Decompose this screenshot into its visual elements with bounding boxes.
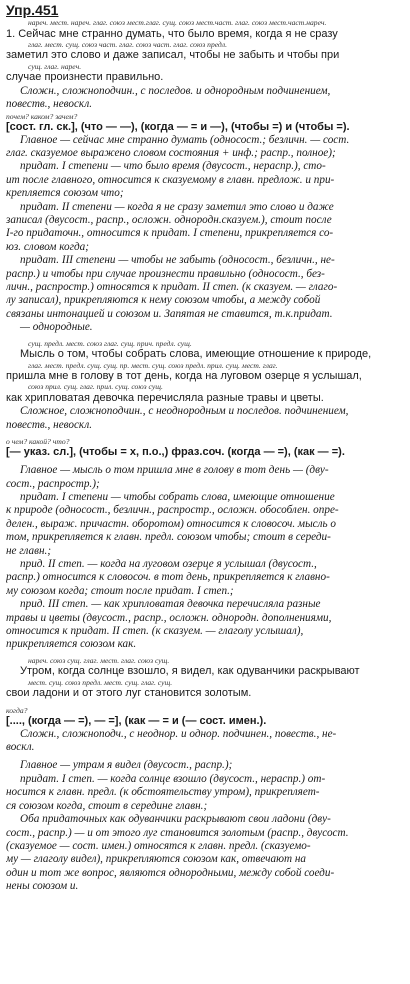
sentence-description: Сложн., сложноподч., с неоднор. и однор. подчинен., повеств., не-: [20, 727, 337, 740]
sentence-scheme: [сост. гл. ск.], (что — —), (когда — = и —), (чтобы =) и (чтобы =).: [6, 120, 350, 133]
analysis-line: му — глаголу видел), прикрепляются союзом как, отвечают на: [6, 853, 307, 866]
analysis-line: Главное — мысль о том пришла мне в голову в тот день — (дву-: [20, 464, 329, 477]
sentence-scheme: [— указ. сл.], (чтобы = x, п.о.,) фраз.соч. (когда — =), (как — =).: [6, 446, 345, 459]
analysis-line: му союзом когда; стоит после придат. I степ.;: [6, 584, 234, 597]
analysis-line: связаны интонацией и союзом и. Запятая не ставится, т.к.придат.: [6, 307, 333, 320]
analysis-line: травы и цветы (двусост., распр., осложн. однородн. дополнениями,: [6, 611, 332, 624]
section-2: [6, 340, 404, 652]
analysis-line: к природе (односост., безличн., распростр., осложн. обособлен. опре-: [6, 504, 339, 517]
analysis-line: носится к главн. предл. (к обстоятельству утром), прикрепляет-: [6, 786, 320, 799]
analysis-line: Главное — сейчас мне странно думать (односост.; безличн. — сост.: [20, 133, 350, 146]
section-3: [6, 657, 404, 894]
analysis-line: (сказуемое — сост. имен.) относятся к главн. предл. (сказуемо-: [6, 839, 311, 852]
analysis-line: распр.) и чтобы при случае произнести правильно (односост., без-: [6, 267, 325, 280]
example-sentence-line: 1. Сейчас мне странно думать, что было время, когда я не сразу: [6, 27, 338, 40]
analysis-line: юз. словом когда;: [6, 240, 89, 253]
sentence-description: Сложн., сложноподчин., с последов. и однородным подчинением,: [20, 84, 331, 97]
pos-annotation: нареч. мест. нареч. глаг. союз мест.глаг. сущ. союз мест.част. глаг. союз мест.част.нареч.: [28, 19, 327, 27]
example-sentence-line: свои ладони и от этого луг становится золотым.: [6, 687, 252, 700]
pos-annotation: союз прил. сущ. глаг. прил. сущ. союз сущ.: [28, 383, 163, 392]
analysis-line: глаг. сказуемое выражено словом состояния + инф.; распр., полное);: [6, 146, 336, 159]
pos-annotation: сущ. глаг. нареч.: [28, 62, 82, 71]
example-sentence-line: как хрипловатая девочка перечисляла разные травы и цветы.: [6, 391, 324, 404]
analysis-line: придат. I степени — что было время (двусост., нераспр.), сто-: [20, 160, 326, 173]
example-sentence-line: заметил это слово и даже записал, чтобы не забыть и чтобы при: [6, 49, 340, 62]
analysis-line: придат. I степ. — когда солнце взошло (двусост., нераспр.) от-: [20, 772, 326, 785]
analysis-line: Главное — утрам я видел (двусост., распр.);: [20, 759, 233, 772]
analysis-line: прикрепляется союзом как.: [6, 638, 137, 651]
sentence-description: Сложное, сложноподчин., с неоднородным и последов. подчинением,: [20, 405, 349, 418]
sentence-scheme: [...., (когда — =), — =], (как — = и (— сост. имен.).: [6, 714, 267, 727]
analysis-line: I-го придаточн., относится к придат. I степени, прикрепляется со-: [6, 227, 334, 240]
pos-annotation: глаг. мест. предл. сущ. сущ. пр. мест. сущ. союз предл. прил. сущ. мест. глаг.: [28, 361, 278, 370]
analysis-line: прид. III степ. — как хрипловатая девочка перечисляла разные: [20, 598, 321, 611]
pos-annotation: нареч. союз сущ. глаг. мест. глаг. союз сущ.: [28, 656, 170, 665]
pos-annotation: глаг. мест. сущ. союз част. глаг. союз част. глаг. союз предл.: [28, 40, 227, 49]
analysis-line: прид. II степ. — когда на луговом озерце я услышал (двусост.,: [20, 558, 317, 570]
analysis-line: сост., распр.) — и от этого луг становится золотым (распр., двусост.: [6, 826, 349, 839]
sentence-description: воскл.: [6, 741, 35, 754]
sentence-description: повеств., невоскл.: [6, 98, 93, 111]
scheme-questions: когда?: [6, 705, 28, 715]
analysis-line: ит после главного, относится к сказуемому в главн. предлож. и при-: [6, 173, 335, 186]
analysis-line: придат. I степени — чтобы собрать слова, имеющие отношение: [20, 490, 335, 503]
example-sentence-line: Мысль о том, чтобы собрать слова, имеющие отношение к природе,: [20, 348, 372, 361]
analysis-line: придат. II степени — когда я не сразу заметил это слово и даже: [20, 200, 334, 213]
scheme-questions: почем? каком? зачем?: [6, 111, 78, 121]
analysis-line: лу записал), прикрепляются к нему союзом чтобы, а между собой: [6, 294, 321, 307]
analysis-line: записал (двусост., распр., осложн. однородн.сказуем.), стоит после: [6, 213, 332, 226]
analysis-line: ся союзом когда, стоит в середине главн.;: [6, 799, 208, 812]
analysis-line: Оба придаточных как одуванчики раскрывают свои ладони (дву-: [20, 813, 331, 826]
analysis-line: не главн.;: [6, 544, 52, 557]
analysis-line: сост., распростр.);: [6, 477, 100, 490]
analysis-line: личн., распростр.) относятся к придат. II степ. (к сказуем. — глаго-: [6, 281, 338, 293]
analysis-line: нены союзом и.: [6, 880, 79, 893]
analysis-line: — однородные.: [20, 321, 93, 334]
pos-annotation: мест. сущ. союз предл. мест. сущ. глаг. сущ.: [28, 678, 173, 687]
analysis-line: относится к придат. II степ. (к сказуем. — глаголу услышал),: [6, 625, 304, 638]
analysis-line: делен., выраж. причастн. оборотом) относится к словосоч. мысль о: [6, 517, 336, 530]
analysis-line: том, прикрепляется к главн. предл. союзом чтобы; стоит в середи-: [6, 531, 331, 544]
example-sentence-line: Утром, когда солнце взошло, я видел, как одуванчики раскрывают: [20, 665, 360, 678]
analysis-line: придат. III степени — чтобы не забыть (односост., безличн., не-: [20, 254, 335, 267]
analysis-line: один и тот же вопрос, являются однородными, между собой соеди-: [6, 866, 335, 879]
pos-annotation: сущ. предл. мест. союз глаг. сущ. прич. предл. сущ.: [28, 339, 192, 348]
example-sentence-line: пришла мне в голову в тот день, когда на луговом озерце я услышал,: [6, 370, 362, 383]
analysis-line: крепляется союзом что;: [6, 187, 124, 200]
exercise-title: Упр.451: [6, 2, 59, 18]
example-sentence-line: случае произнести правильно.: [6, 71, 164, 84]
analysis-line: распр.) относится к словосоч. в тот день, прикрепляется к главно-: [6, 571, 330, 584]
sentence-description: повеств., невоскл.: [6, 418, 93, 431]
section-1: [6, 19, 404, 335]
scheme-questions: о чем? какой? что?: [6, 437, 70, 447]
